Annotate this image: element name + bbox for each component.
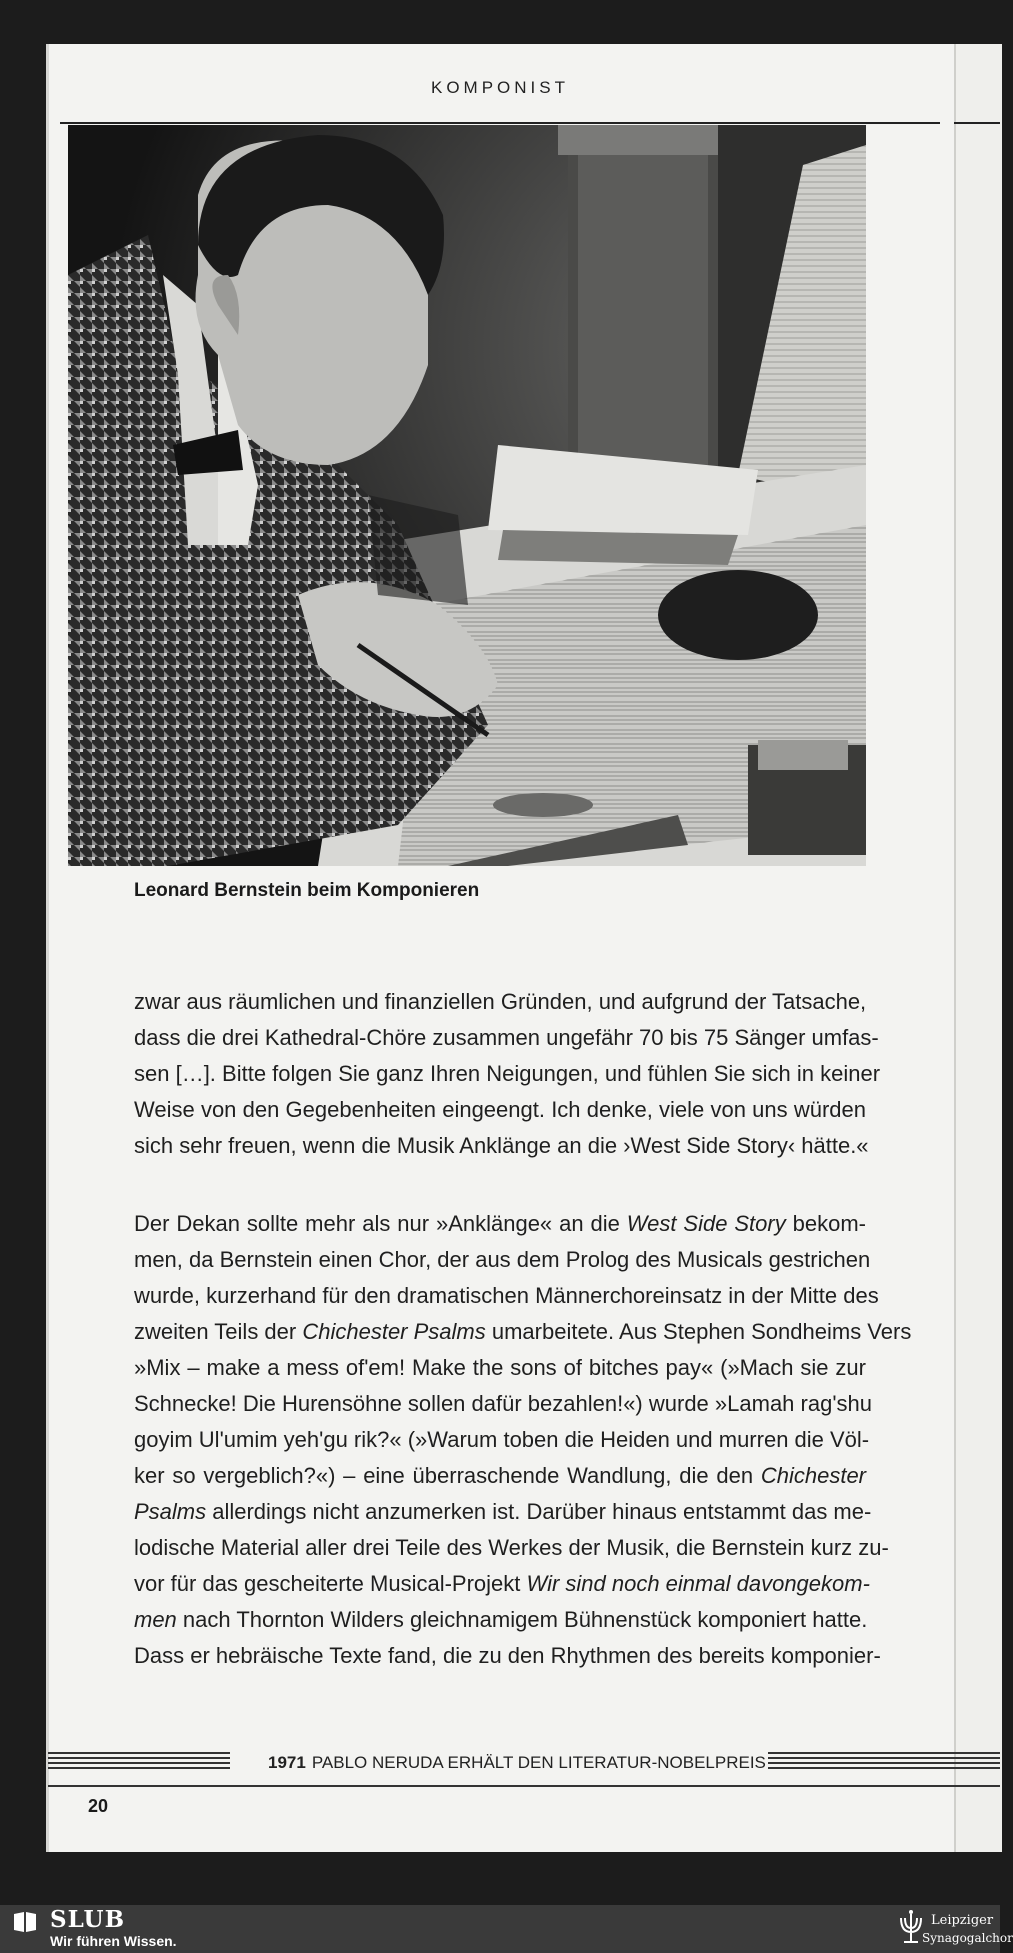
facing-page-edge — [954, 44, 1002, 1852]
text-line: wurde, kurzerhand für den dramatischen Männerchoreinsatz in der Mitte des — [134, 1283, 879, 1308]
text-line: men nach Thornton Wilders gleichnamigem Bühnenstück komponiert hatte. — [134, 1607, 868, 1632]
text-line: goyim Ul'umim yeh'gu rik?« (»Warum toben die Heiden und murren die Völ- — [134, 1427, 870, 1452]
text-line: men, da Bernstein einen Chor, der aus dem Prolog des Musicals gestrichen — [134, 1247, 871, 1272]
photo-caption: Leonard Bernstein beim Komponieren — [134, 880, 480, 901]
text-line: ker so vergeblich?«) – eine überraschende Wandlung, die den Chichester — [134, 1463, 866, 1488]
slub-brand[interactable]: SLUB — [50, 1906, 126, 1933]
paragraph-1 — [134, 984, 881, 1164]
text-line: dass die drei Kathedral-Chöre zusammen ungefähr 70 bis 75 Sänger umfas- — [134, 1025, 879, 1050]
text-line: Schnecke! Die Hurensöhne sollen dafür bezahlen!«) wurde »Lamah rag'shu — [134, 1391, 872, 1416]
text-line: sen […]. Bitte folgen Sie ganz Ihren Neigungen, und fühlen Sie sich in keiner — [134, 1061, 881, 1086]
page-number: 20 — [88, 1796, 109, 1816]
footer-rule-lines-left — [48, 1752, 230, 1770]
footer-rule — [48, 1785, 1000, 1787]
text-line: zwar aus räumlichen und finanziellen Gründen, und aufgrund der Tatsache, — [134, 989, 867, 1014]
footer-timeline — [268, 1753, 766, 1773]
running-header: KOMPONIST — [430, 78, 569, 97]
footer-rule-lines-right — [768, 1752, 1000, 1770]
text-line: sich sehr freuen, wenn die Musik Anklänge an die ›West Side Story‹ hätte.« — [134, 1133, 869, 1158]
header-rule — [60, 122, 940, 124]
footer-year: 1971 — [268, 1753, 306, 1772]
text-line: Psalms allerdings nicht anzumerken ist. Darüber hinaus entstammt das me- — [134, 1499, 872, 1524]
slub-tagline: Wir führen Wissen. — [50, 1933, 177, 1949]
partner-name-line1: Leipziger — [931, 1913, 994, 1928]
footer-event: PABLO NERUDA ERHÄLT DEN LITERATUR-NOBELPREIS — [311, 1753, 766, 1772]
text-line: Dass er hebräische Texte fand, die zu den Rhythmen des bereits komponier- — [134, 1643, 881, 1668]
paragraph-2 — [134, 1206, 912, 1674]
partner-name-line2: Synagogalchor — [922, 1931, 1013, 1945]
header-rule-facing — [954, 122, 1000, 124]
text-line: lodische Material aller drei Teile des Werkes der Musik, die Bernstein kurz zu- — [134, 1535, 889, 1560]
text-line: zweiten Teils der Chichester Psalms umarbeitete. Aus Stephen Sondheims Vers — [134, 1319, 912, 1344]
text-line: vor für das gescheiterte Musical-Projekt Wir sind noch einmal davongekom- — [134, 1571, 870, 1596]
text-line: Weise von den Gegebenheiten eingeengt. Ich denke, viele von uns würden — [134, 1097, 866, 1122]
slub-logo-icon[interactable] — [12, 1910, 38, 1934]
text-line: Der Dekan sollte mehr als nur »Anklänge« an die West Side Story bekom- — [134, 1211, 866, 1236]
bernstein-photo — [68, 125, 866, 866]
text-line: »Mix – make a mess of'em! Make the sons of bitches pay« (»Mach sie zur — [134, 1355, 866, 1380]
